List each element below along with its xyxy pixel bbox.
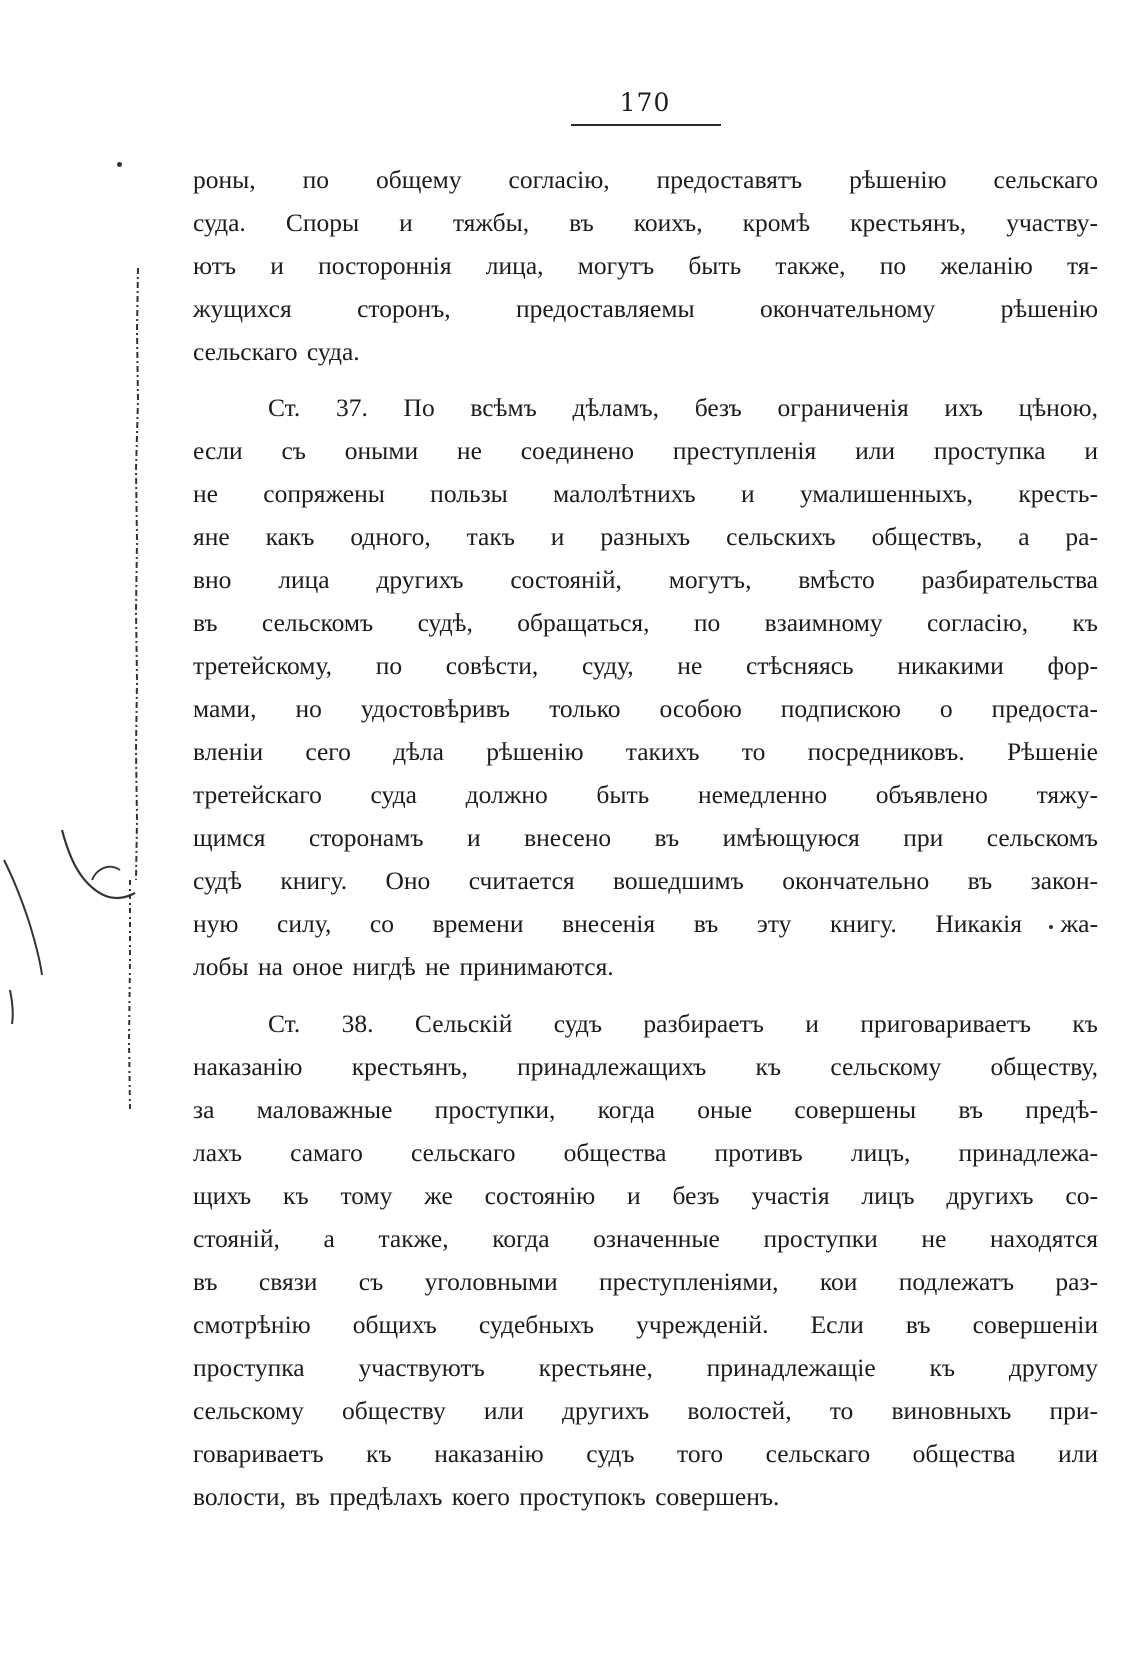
text-line: вленіи сего дѣла рѣшенію такихъ то посредниковъ. Рѣшеніе xyxy=(193,737,1098,766)
text-line: жущихся сторонъ, предоставляемы окончательному рѣшенію xyxy=(193,294,1098,323)
text-line: за маловажные проступки, когда оные совершены въ предѣ- xyxy=(193,1095,1098,1124)
text-line: яне какъ одного, такъ и разныхъ сельскихъ обществъ, а ра- xyxy=(193,522,1098,551)
text-line: сельскому обществу или другихъ волостей, то виновныхъ при- xyxy=(193,1396,1098,1425)
text-line: наказанію крестьянъ, принадлежащихъ къ сельскому обществу, xyxy=(193,1052,1098,1081)
text-line: третейскому, по совѣсти, суду, не стѣсняясь никакими фор- xyxy=(193,651,1098,680)
text-line: въ сельскомъ судѣ, обращаться, по взаимному согласію, къ xyxy=(193,608,1098,637)
page-number: 170 xyxy=(619,88,671,117)
text-line: смотрѣнію общихъ судебныхъ учрежденій. Если въ совершеніи xyxy=(193,1310,1098,1339)
text-line: суда. Споры и тяжбы, въ коихъ, кромѣ крестьянъ, участву- xyxy=(193,208,1098,237)
text-line: въ связи съ уголовными преступленіями, кои подлежатъ раз- xyxy=(193,1267,1098,1296)
text-line: вно лица другихъ состояній, могутъ, вмѣсто разбирательства xyxy=(193,565,1098,594)
text-line: стояній, а также, когда означенные проступки не находятся xyxy=(193,1224,1098,1253)
text-line: лобы на оное нигдѣ не принимаются. xyxy=(193,952,614,981)
margin-pencil-marks xyxy=(0,0,190,1669)
text-line: Ст. 38. Сельскій судъ разбираетъ и приговариваетъ къ xyxy=(268,1009,1098,1038)
text-line: сельскаго суда. xyxy=(193,337,360,366)
text-line: третейскаго суда должно быть немедленно объявлено тяжу- xyxy=(193,780,1098,809)
text-line: мами, но удостовѣривъ только особою подпискою о предоста- xyxy=(193,694,1098,723)
text-line: ютъ и постороннія лица, могутъ быть также, по желанію тя- xyxy=(193,251,1098,280)
text-line: судѣ книгу. Оно считается вошедшимъ окончательно въ закон- xyxy=(193,866,1098,895)
page-number-underline xyxy=(571,124,721,126)
text-line: проступка участвуютъ крестьяне, принадлежащіе къ другому xyxy=(193,1353,1098,1382)
text-line: лахъ самаго сельскаго общества противъ лицъ, принадлежа- xyxy=(193,1138,1098,1167)
text-line: говариваетъ къ наказанію судъ того сельскаго общества или xyxy=(193,1439,1098,1468)
text-line: ную силу, со времени внесенія въ эту книгу. Никакія жа- xyxy=(193,909,1098,938)
text-line: щимся сторонамъ и внесено въ имѣющуюся при сельскомъ xyxy=(193,823,1098,852)
text-line: не сопряжены пользы малолѣтнихъ и умалишенныхъ, кресть- xyxy=(193,479,1098,508)
text-line: Ст. 37. По всѣмъ дѣламъ, безъ ограниченія ихъ цѣною, xyxy=(268,393,1098,422)
margin-dot xyxy=(117,162,122,167)
article-37 xyxy=(193,386,1098,988)
article-38 xyxy=(193,1002,1098,1518)
text-line: если съ оными не соединено преступленія или проступка и xyxy=(193,436,1098,465)
text-line: роны, по общему согласію, предоставятъ рѣшенію сельскаго xyxy=(193,165,1098,194)
text-line: волости, въ предѣлахъ коего проступокъ совершенъ. xyxy=(193,1482,780,1511)
text-line: щихъ къ тому же состоянію и безъ участія лицъ другихъ со- xyxy=(193,1181,1098,1210)
paragraph-continuation xyxy=(193,158,1098,373)
